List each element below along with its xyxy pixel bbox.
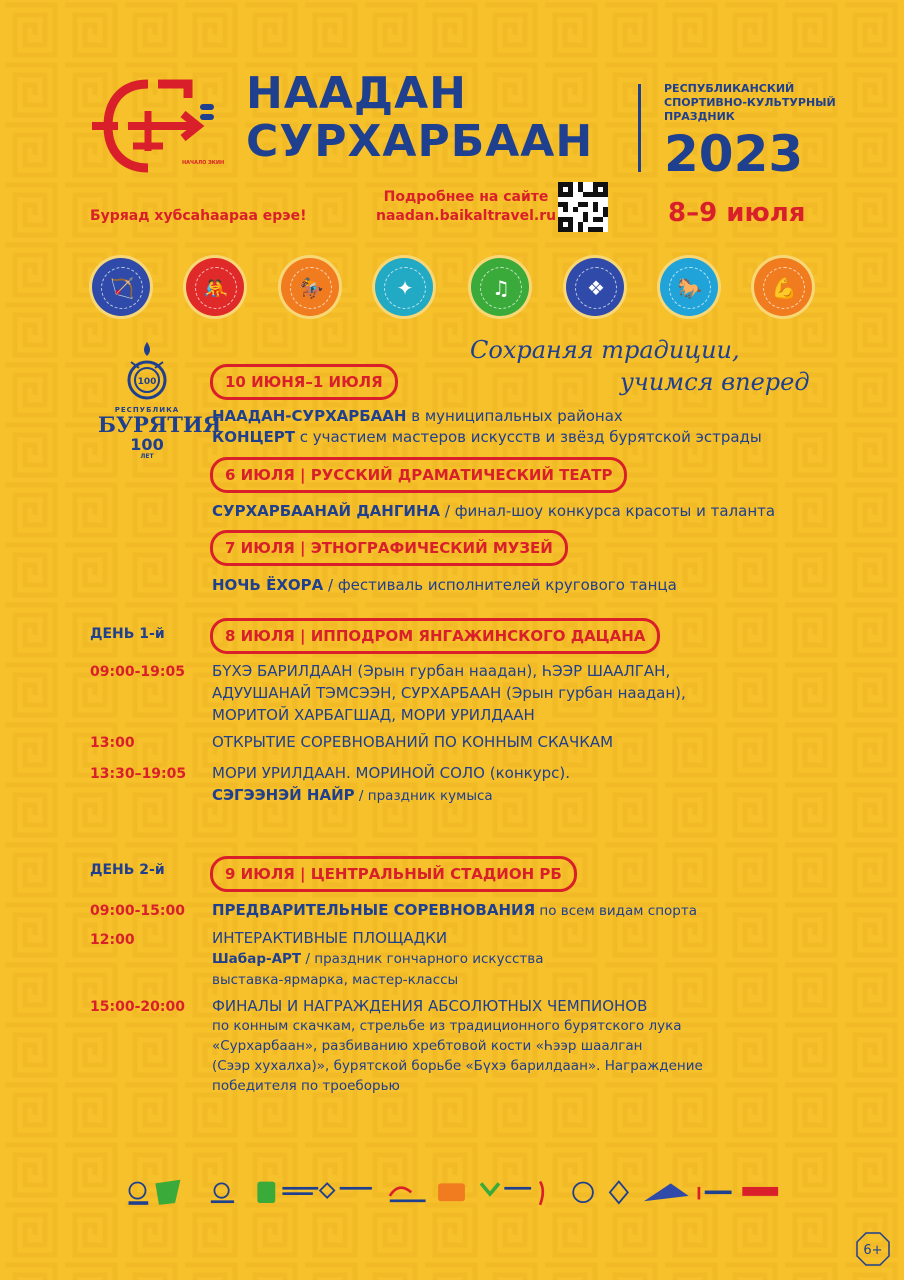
emblem-number: 100	[137, 377, 157, 387]
tagline	[470, 334, 810, 398]
buryatia-100-logo	[98, 340, 222, 460]
event-line: БҮХЭ БАРИЛДААН (Эрын гурбан наадан), ҺЭЭР ШААЛГАН,	[212, 662, 671, 680]
event-block	[212, 660, 686, 726]
subtitle-line-3: ПРАЗДНИК	[664, 110, 735, 123]
event-line: победителя по троеборью	[212, 1078, 400, 1094]
time-label: 09:00-15:00	[90, 903, 185, 919]
event-line: КОНЦЕРТ с участием мастеров искусств и звёзд бурятской эстрады	[212, 428, 762, 446]
horse-racing-icon: 🏇	[281, 258, 339, 316]
time-label: 12:00	[90, 932, 135, 948]
subtitle-line-1: РЕСПУБЛИКАНСКИЙ	[664, 82, 795, 95]
event-line: выставка-ярмарка, мастер-классы	[212, 972, 459, 988]
event-line: СУРХАРБААНАЙ ДАНГИНА / финал-шоу конкурса красоты и таланта	[212, 502, 776, 520]
emblem-icon: ✦	[375, 258, 433, 316]
time-label: 09:00-19:05	[90, 664, 185, 680]
event-line: (Сээр хухалха)», бурятской борьбе «Бүхэ барилдаан». Награждение	[212, 1058, 703, 1074]
age-rating-text: 6+	[863, 1243, 883, 1258]
age-rating-badge	[856, 1232, 890, 1266]
strongman-icon: 💪	[754, 258, 812, 316]
buryatia-name: БУРЯТИЯ	[98, 412, 222, 437]
event-line: «Сурхарбаан», разбиванию хребтовой кости «Һээр шаалган	[212, 1038, 643, 1054]
day-1-label: ДЕНЬ 1-й	[90, 626, 165, 642]
buryatia-emblem-icon	[125, 340, 169, 402]
tagline-line-2: учимся вперед	[620, 368, 810, 396]
archery-icon: 🏹	[92, 258, 150, 316]
date-pill-4: 8 ИЮЛЯ | ИППОДРОМ ЯНГАЖИНСКОГО ДАЦАНА	[210, 618, 660, 654]
page-title	[246, 70, 593, 166]
event-block	[212, 996, 703, 1096]
event-line: СЭГЭЭНЭЙ НАЙР / праздник кумыса	[212, 786, 493, 804]
more-label: Подробнее на сайте	[383, 189, 549, 205]
slogan: Буряад хубсаhaараа ерэе!	[90, 208, 307, 224]
event-line: ПРЕДВАРИТЕЛЬНЫЕ СОРЕВНОВАНИЯ по всем видам спорта	[212, 901, 697, 919]
festival-logo-icon	[88, 76, 218, 186]
event-line: АДУУШАНАЙ ТЭМСЭЭН, СУРХАРБААН (Эрын гурбан наадан),	[212, 684, 686, 702]
event-line: НОЧЬ ЁХОРА / фестиваль исполнителей кругового танца	[212, 576, 677, 594]
buryatia-top: РЕСПУБЛИКА	[114, 406, 180, 414]
event-block	[212, 928, 544, 991]
festival-dates: 8–9 июля	[668, 198, 806, 228]
event-line: МОРИ УРИЛДААН. МОРИНОЙ СОЛО (конкурс).	[212, 764, 570, 782]
date-pill-2: 6 ИЮЛЯ | РУССКИЙ ДРАМАТИЧЕСКИЙ ТЕАТР	[210, 457, 627, 493]
subtitle	[664, 82, 836, 124]
time-label: 13:30–19:05	[90, 766, 187, 782]
website-link[interactable]: naadan.baikaltravel.ru	[376, 208, 557, 224]
qr-code-icon[interactable]	[558, 182, 608, 232]
title-line-1: НААДАН	[246, 68, 467, 119]
event-block	[212, 762, 570, 807]
date-pill-1: 10 ИЮНЯ–1 ИЮЛЯ	[210, 364, 398, 400]
time-label: 15:00-20:00	[90, 999, 185, 1015]
year: 2023	[664, 125, 804, 183]
event-line: по конным скачкам, стрельбе из традиционного бурятского лука	[212, 1018, 682, 1034]
event-line: Шабар-АРТ / праздник гончарного искусства	[212, 951, 544, 967]
buryatia-unit: ЛЕТ	[140, 453, 154, 460]
wrestling-icon: 🤼	[186, 258, 244, 316]
divider	[638, 84, 641, 172]
bone-breaking-icon: ❖	[566, 258, 624, 316]
date-pill-3: 7 ИЮЛЯ | ЭТНОГРАФИЧЕСКИЙ МУЗЕЙ	[210, 530, 568, 566]
event-line: НААДАН-СУРХАРБААН в муниципальных районах	[212, 407, 623, 425]
logo-caption: НАЧАЛО ЭКИН	[182, 160, 225, 166]
dancer-icon: ♫	[471, 258, 529, 316]
date-pill-5: 9 ИЮЛЯ | ЦЕНТРАЛЬНЫЙ СТАДИОН РБ	[210, 856, 577, 892]
time-label: 13:00	[90, 735, 135, 751]
title-line-2: СУРХАРБААН	[246, 116, 594, 167]
event-line: ИНТЕРАКТИВНЫЕ ПЛОЩАДКИ	[212, 929, 448, 947]
event-line: ОТКРЫТИЕ СОРЕВНОВАНИЙ ПО КОННЫМ СКАЧКАМ	[212, 733, 614, 751]
buryatia-number: 100	[130, 435, 164, 454]
event-line: ФИНАЛЫ И НАГРАЖДЕНИЯ АБСОЛЮТНЫХ ЧЕМПИОНОВ	[212, 997, 648, 1015]
subtitle-line-2: СПОРТИВНО-КУЛЬТУРНЫЙ	[664, 96, 836, 109]
day-2-label: ДЕНЬ 2-й	[90, 862, 165, 878]
tagline-line-1: Сохраняя традиции,	[470, 336, 740, 364]
event-line: МОРИТОЙ ХАРБАГШАД, МОРИ УРИЛДААН	[212, 706, 535, 724]
website-info	[376, 188, 556, 226]
partner-logos	[86, 1178, 826, 1212]
rider-icon: 🐎	[660, 258, 718, 316]
